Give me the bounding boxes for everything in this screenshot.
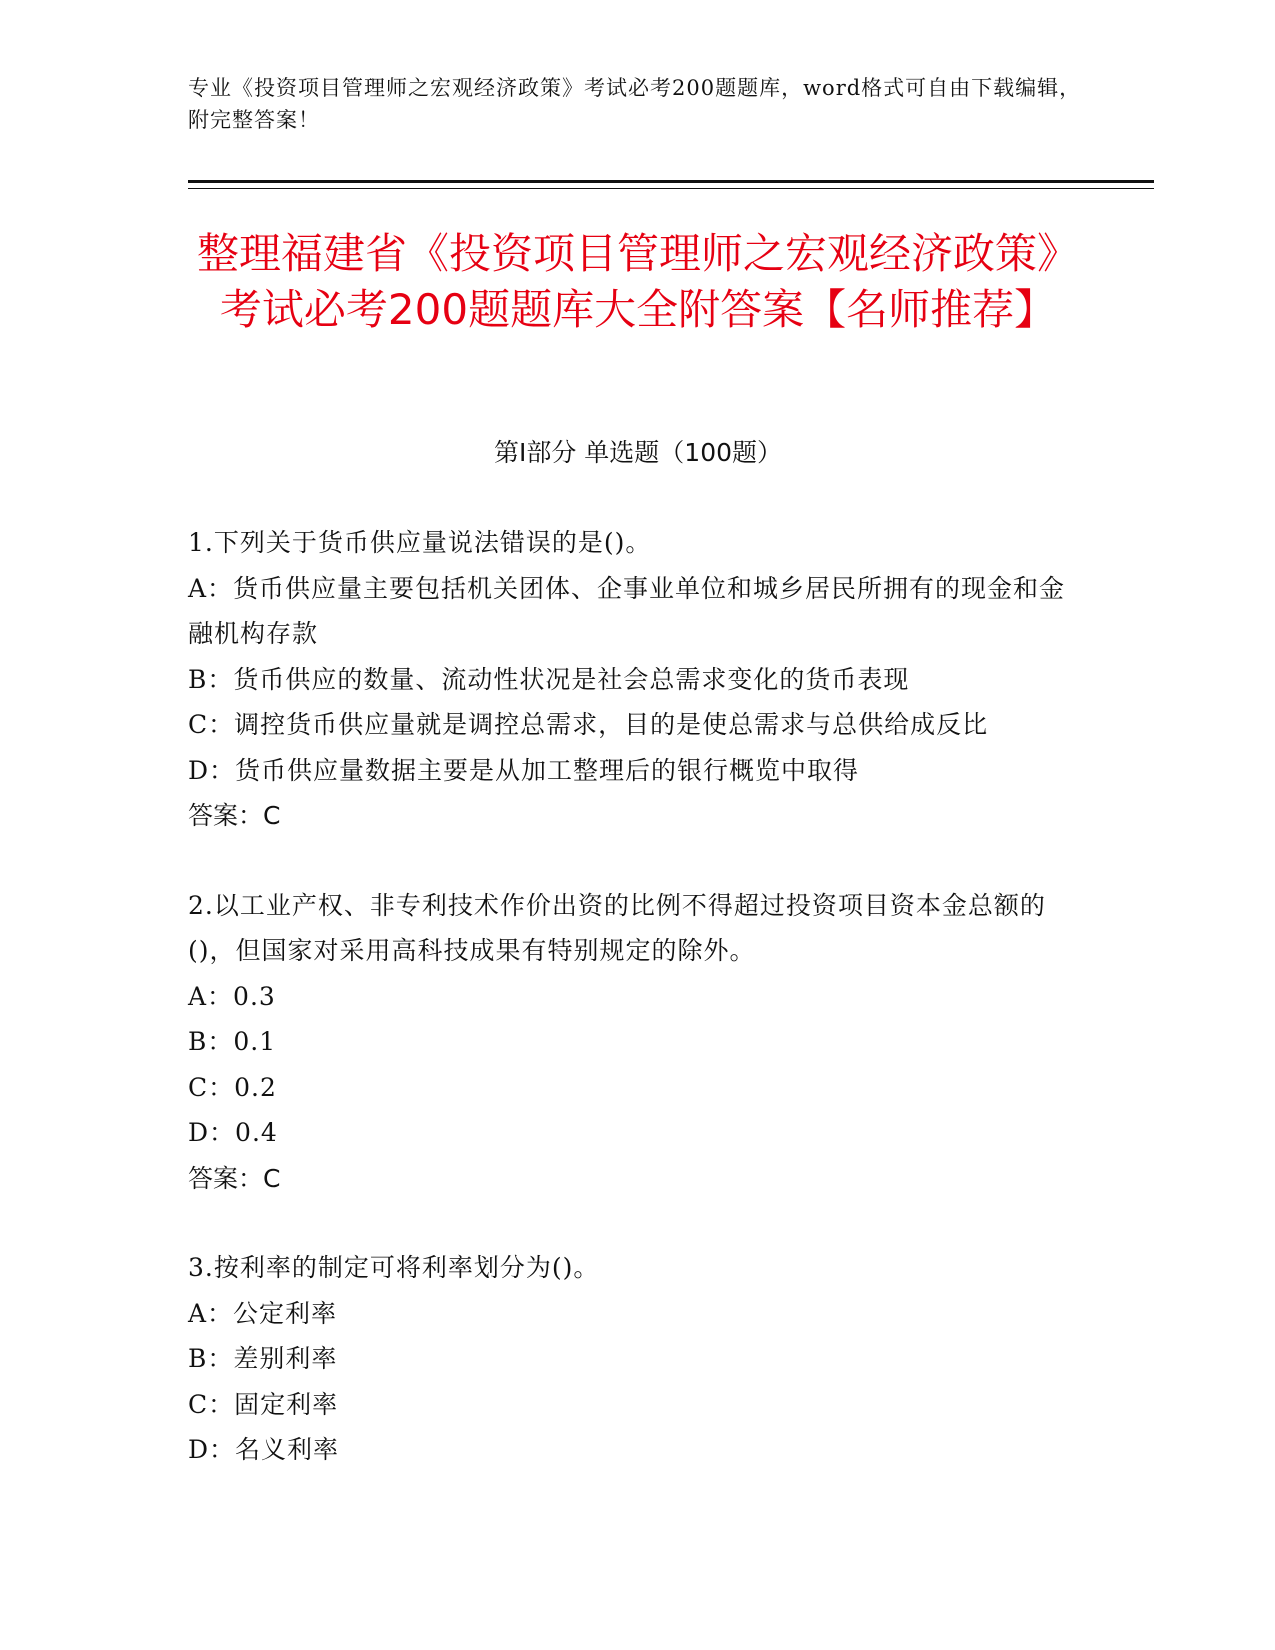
document-title: 整理福建省《投资项目管理师之宏观经济政策》考试必考200题题库大全附答案【名师推荐】 [196, 229, 1079, 334]
option-d: D：货币供应量数据主要是从加工整理后的银行概览中取得 [188, 755, 860, 785]
question-stem: 2.以工业产权、非专利技术作价出资的比例不得超过投资项目资本金总额的()，但国家对采用高科技成果有特别规定的除外。 [188, 890, 1046, 965]
option-a: A：货币供应量主要包括机关团体、企事业单位和城乡居民所拥有的现金和金融机构存款 [188, 573, 1066, 648]
option-a: A：公定利率 [188, 1298, 338, 1328]
answer-text: 答案：C [188, 801, 281, 830]
option-d: D：名义利率 [188, 1435, 340, 1464]
option-b: B：0.1 [188, 1027, 277, 1056]
question-stem: 3.按利率的制定可将利率划分为()。 [188, 1253, 600, 1282]
question-stem: 1.下列关于货币供应量说法错误的是()。 [188, 528, 652, 557]
header-note: 专业《投资项目管理师之宏观经济政策》考试必考200题题库，word格式可自由下载编辑，附完整答案！ [188, 76, 1082, 132]
question-1 [188, 520, 1088, 839]
option-c: C：0.2 [188, 1072, 277, 1102]
option-b: B：差别利率 [188, 1344, 338, 1373]
option-c: C：固定利率 [188, 1389, 339, 1419]
answer-text: 答案：C [188, 1163, 281, 1193]
option-a: A：0.3 [188, 981, 276, 1011]
question-list [188, 520, 1088, 1517]
option-b: B：货币供应的数量、流动性状况是社会总需求变化的货币表现 [188, 664, 910, 694]
section-title: 第I部分 单选题（100题） [493, 438, 783, 467]
header-divider-thin [188, 188, 1154, 189]
header-divider-thick [188, 180, 1154, 183]
option-c: C：调控货币供应量就是调控总需求，目的是使总需求与总供给成反比 [188, 710, 989, 739]
option-d: D：0.4 [188, 1118, 278, 1147]
question-2 [188, 883, 1088, 1202]
question-3 [188, 1245, 1088, 1473]
